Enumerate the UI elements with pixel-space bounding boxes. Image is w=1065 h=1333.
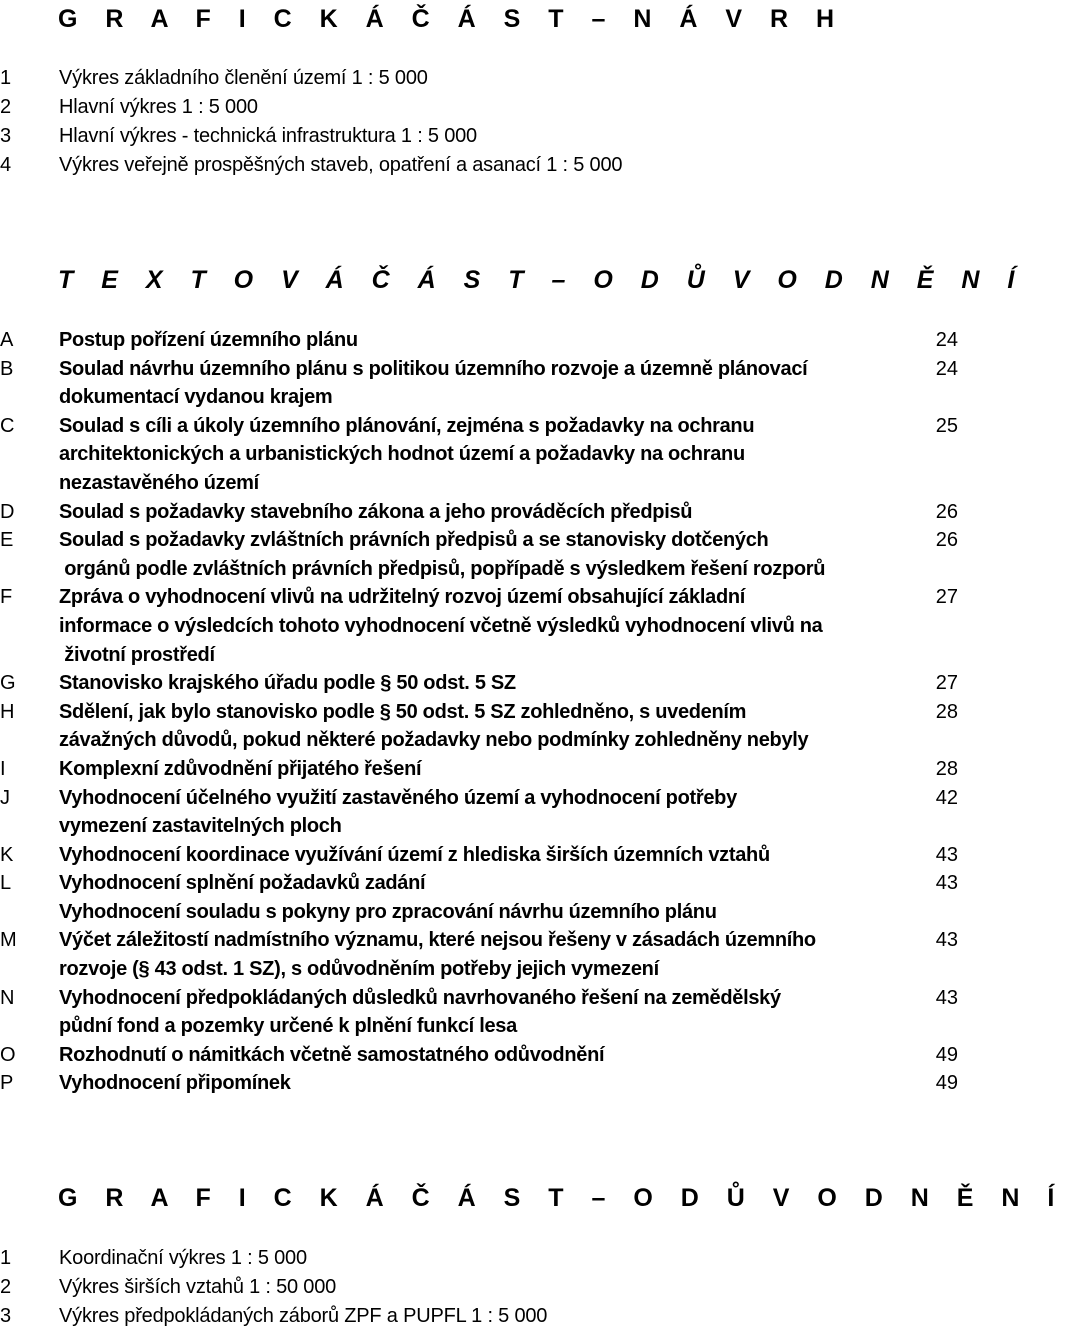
toc-title-line: orgánů podle zvláštních právních předpisů, popřípadě s výsledkem řešení rozporů [59, 557, 826, 580]
toc-page-number: 24 [935, 329, 958, 351]
toc-page-number: 27 [935, 586, 958, 609]
toc-entry [0, 984, 960, 1041]
toc-page-number: 49 [935, 1072, 958, 1095]
toc-letter: M [0, 929, 17, 952]
toc-letter: D [0, 500, 15, 523]
drawing-title: Koordinační výkres 1 : 5 000 [59, 1247, 307, 1269]
toc-title-line: Soulad návrhu územního plánu s politikou územního rozvoje a územně plánovací [59, 357, 808, 380]
toc-title-line: Komplexní zdůvodnění přijatého řešení [59, 757, 422, 780]
item-number: 2 [0, 1276, 12, 1298]
toc-title-line: rozvoje (§ 43 odst. 1 SZ), s odůvodněním potřeby jejich vymezení [59, 958, 659, 981]
toc-title [59, 355, 864, 412]
drawing-title: Výkres předpokládaných záborů ZPF a PUPFL 1 : 5 000 [59, 1305, 548, 1327]
toc-title [59, 698, 864, 755]
toc-page-number: 27 [935, 672, 958, 695]
toc-entry [0, 926, 960, 983]
toc-title [59, 326, 864, 355]
toc-page-number: 28 [935, 757, 958, 780]
toc-title-line: Soulad s požadavky stavebního zákona a jeho prováděcích předpisů [59, 500, 693, 523]
toc-page-number: 43 [935, 843, 958, 866]
toc-letter: P [0, 1072, 14, 1095]
toc-letter: J [0, 786, 10, 809]
toc-page-number: 43 [935, 986, 958, 1009]
toc-letter: I [0, 757, 6, 780]
drawing-title: Výkres základního členění území 1 : 5 000 [59, 67, 428, 89]
toc-title [59, 1069, 864, 1098]
heading-graphic-proposal: G R A F I C K Á Č Á S T – N Á V R H [58, 5, 845, 33]
toc-page-number: 28 [935, 700, 958, 723]
toc-title-line: Soulad s požadavky zvláštních právních předpisů a se stanovisky dotčených [59, 529, 769, 552]
toc-title [59, 526, 864, 583]
toc-letter: C [0, 414, 15, 437]
toc-title-line: nezastavěného území [59, 471, 259, 494]
toc-title [59, 869, 864, 926]
toc-title-line: architektonických a urbanistických hodnot území a požadavky na ochranu [59, 443, 745, 466]
item-number: 3 [0, 1305, 12, 1327]
toc-title-line: Vyhodnocení předpokládaných důsledků navrhovaného řešení na zemědělský [59, 986, 781, 1009]
item-number: 4 [0, 154, 12, 176]
toc-letter: K [0, 843, 14, 866]
toc-entry [0, 326, 960, 355]
drawing-title: Výkres veřejně prospěšných staveb, opatření a asanací 1 : 5 000 [59, 154, 623, 176]
toc-letter: L [0, 872, 12, 895]
drawing-title: Hlavní výkres - technická infrastruktura 1 : 5 000 [59, 125, 477, 147]
toc-entry [0, 412, 960, 498]
toc-letter: N [0, 986, 15, 1009]
toc-entry [0, 498, 960, 527]
toc-title [59, 412, 864, 498]
toc-letter: E [0, 529, 14, 552]
toc-title [59, 583, 864, 669]
toc-page-number: 43 [935, 929, 958, 952]
toc-letter: A [0, 329, 14, 351]
toc-title-line: Vyhodnocení splnění požadavků zadání [59, 872, 426, 895]
toc-title-line: Vyhodnocení koordinace využívání území z hlediska širších územních vztahů [59, 843, 770, 866]
toc-page-number: 42 [935, 786, 958, 809]
toc-entry [0, 526, 960, 583]
toc-page-number: 26 [935, 529, 958, 552]
toc-title-line: Vyhodnocení souladu s pokyny pro zpracování návrhu územního plánu [59, 900, 717, 923]
item-number: 3 [0, 125, 12, 147]
toc-title-line: informace o výsledcích tohoto vyhodnocení včetně výsledků vyhodnocení vlivů na [59, 614, 823, 637]
toc-title [59, 984, 864, 1041]
toc-title [59, 669, 864, 698]
toc-title-line: závažných důvodů, pokud některé požadavky nebo podmínky zohledněny nebyly [59, 729, 809, 752]
toc-title [59, 498, 864, 527]
drawing-title: Výkres širších vztahů 1 : 50 000 [59, 1276, 337, 1298]
toc-page-number: 43 [935, 872, 958, 895]
toc-title-line: Soulad s cíli a úkoly územního plánování, zejména s požadavky na ochranu [59, 414, 755, 437]
toc-title-line: Sdělení, jak bylo stanovisko podle § 50 odst. 5 SZ zohledněno, s uvedením [59, 700, 747, 723]
toc-title [59, 841, 864, 870]
toc-letter: F [0, 586, 13, 609]
toc-title-line: dokumentací vydanou krajem [59, 386, 333, 409]
toc-title-line: půdní fond a pozemky určené k plnění funkcí lesa [59, 1015, 517, 1038]
toc-entry [0, 583, 960, 669]
toc-title-line: vymezení zastavitelných ploch [59, 815, 342, 838]
heading-graphic-justification: G R A F I C K Á Č Á S T – O D Ů V O D N Ě N Í [58, 1184, 1065, 1212]
toc-entry [0, 669, 960, 698]
toc-title [59, 1041, 864, 1070]
toc-letter: O [0, 1043, 16, 1066]
toc-letter: H [0, 700, 15, 723]
toc-title [59, 784, 864, 841]
toc-title [59, 755, 864, 784]
toc-letter: B [0, 357, 14, 380]
toc-title-line: Vyhodnocení připomínek [59, 1072, 291, 1095]
drawing-title: Hlavní výkres 1 : 5 000 [59, 96, 258, 118]
toc-title-line: Rozhodnutí o námitkách včetně samostatného odůvodnění [59, 1043, 605, 1066]
toc-entry [0, 784, 960, 841]
toc-page-number: 24 [935, 357, 958, 380]
toc-title [59, 926, 864, 983]
toc-page-number: 25 [935, 414, 958, 437]
toc-title-line: Vyhodnocení účelného využití zastavěného území a vyhodnocení potřeby [59, 786, 737, 809]
heading-text-justification: T E X T O V Á Č Á S T – O D Ů V O D N Ě N Í [58, 266, 1025, 294]
toc-entry [0, 755, 960, 784]
toc-entry [0, 1041, 960, 1070]
justification-toc [0, 326, 960, 1098]
toc-title-line: životní prostředí [59, 643, 215, 666]
item-number: 1 [0, 1247, 12, 1269]
toc-entry [0, 355, 960, 412]
toc-entry [0, 698, 960, 755]
toc-title-line: Zpráva o vyhodnocení vlivů na udržitelný rozvoj území obsahující základní [59, 586, 746, 609]
toc-letter: G [0, 672, 16, 695]
toc-title-line: Postup pořízení územního plánu [59, 329, 358, 351]
toc-entry [0, 869, 960, 926]
toc-entry [0, 1069, 960, 1098]
toc-page-number: 26 [935, 500, 958, 523]
item-number: 1 [0, 67, 12, 89]
toc-entry [0, 841, 960, 870]
toc-title-line: Stanovisko krajského úřadu podle § 50 odst. 5 SZ [59, 672, 516, 695]
toc-page-number: 49 [935, 1043, 958, 1066]
item-number: 2 [0, 96, 12, 118]
toc-title-line: Výčet záležitostí nadmístního významu, které nejsou řešeny v zásadách územního [59, 929, 816, 952]
